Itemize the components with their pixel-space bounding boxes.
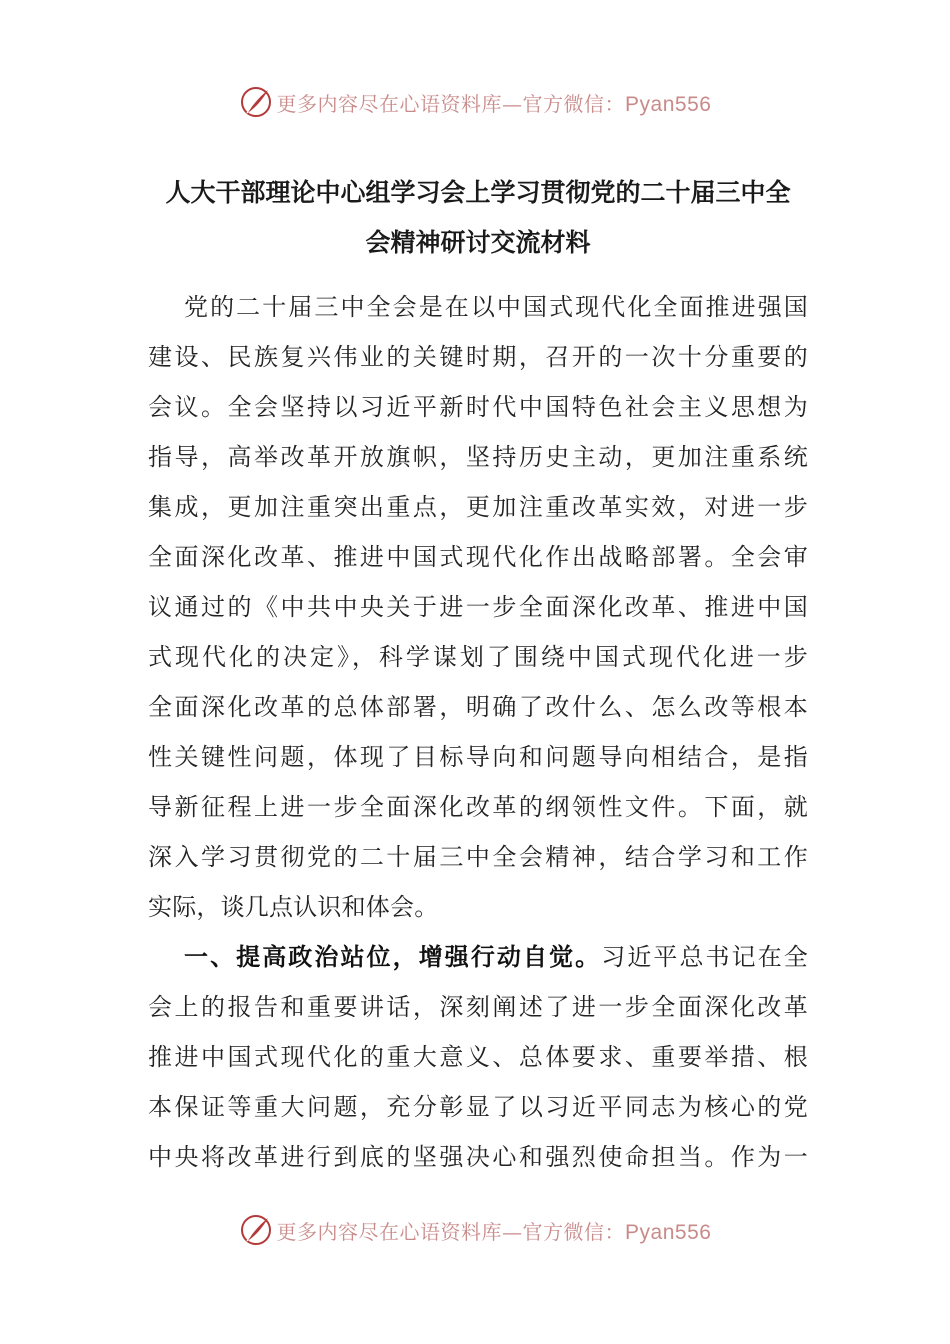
wechat-id: Pyan556 bbox=[625, 1220, 712, 1244]
text-line: 性关键性问题，体现了目标导向和问题导向相结合，是指 bbox=[148, 743, 808, 771]
paragraph-section-1 bbox=[148, 932, 808, 1182]
text-line: 推进中国式现代化的重大意义、总体要求、重要举措、根 bbox=[148, 1043, 808, 1071]
quill-pen-logo-icon bbox=[239, 85, 273, 119]
title-line: 人大干部理论中心组学习会上学习贯彻党的二十届三中全 bbox=[165, 178, 791, 207]
text-line: 实际，谈几点认识和体会。 bbox=[148, 893, 439, 921]
text-line: 集成，更加注重突出重点，更加注重改革实效，对进一步 bbox=[148, 493, 808, 521]
document-title bbox=[148, 168, 808, 268]
section-1-heading: 一、提高政治站位，增强行动自觉。 bbox=[184, 943, 602, 971]
section-1-first-line bbox=[148, 932, 808, 982]
text-line: 本保证等重大问题，充分彰显了以习近平同志为核心的党 bbox=[148, 1093, 808, 1121]
text-line: 式现代化的决定》，科学谋划了围绕中国式现代化进一步 bbox=[148, 643, 808, 671]
title-line: 会精神研讨交流材料 bbox=[365, 228, 591, 257]
wechat-id: Pyan556 bbox=[625, 92, 712, 116]
watermark-text: 更多内容尽在心语资料库—官方微信：Pyan556 bbox=[276, 1219, 712, 1244]
text-line: 导新征程上进一步全面深化改革的纲领性文件。下面，就 bbox=[148, 793, 808, 821]
text-line: 会上的报告和重要讲话，深刻阐述了进一步全面深化改革 bbox=[148, 993, 808, 1021]
text-line: 议通过的《中共中央关于进一步全面深化改革、推进中国 bbox=[148, 593, 808, 621]
paragraph-intro bbox=[148, 282, 808, 932]
text-line: 会议。全会坚持以习近平新时代中国特色社会主义思想为 bbox=[148, 393, 808, 421]
footer-watermark-banner bbox=[0, 1208, 950, 1252]
section-1-first-text: 习近平总书记在全 bbox=[601, 943, 808, 971]
text-line: 全面深化改革、推进中国式现代化作出战略部署。全会审 bbox=[148, 543, 808, 571]
watermark-text: 更多内容尽在心语资料库—官方微信：Pyan556 bbox=[276, 91, 712, 116]
text-line: 深入学习贯彻党的二十届三中全会精神，结合学习和工作 bbox=[148, 843, 808, 871]
header-watermark-banner bbox=[0, 80, 950, 124]
document-body bbox=[148, 282, 808, 1182]
text-line: 全面深化改革的总体部署，明确了改什么、怎么改等根本 bbox=[148, 693, 808, 721]
text-line: 中央将改革进行到底的坚强决心和强烈使命担当。作为一 bbox=[148, 1143, 808, 1171]
text-line: 党的二十届三中全会是在以中国式现代化全面推进强国 bbox=[184, 293, 808, 321]
text-line: 建设、民族复兴伟业的关键时期，召开的一次十分重要的 bbox=[148, 343, 808, 371]
quill-pen-logo-icon bbox=[239, 1213, 273, 1247]
text-line: 指导，高举改革开放旗帜，坚持历史主动，更加注重系统 bbox=[148, 443, 808, 471]
